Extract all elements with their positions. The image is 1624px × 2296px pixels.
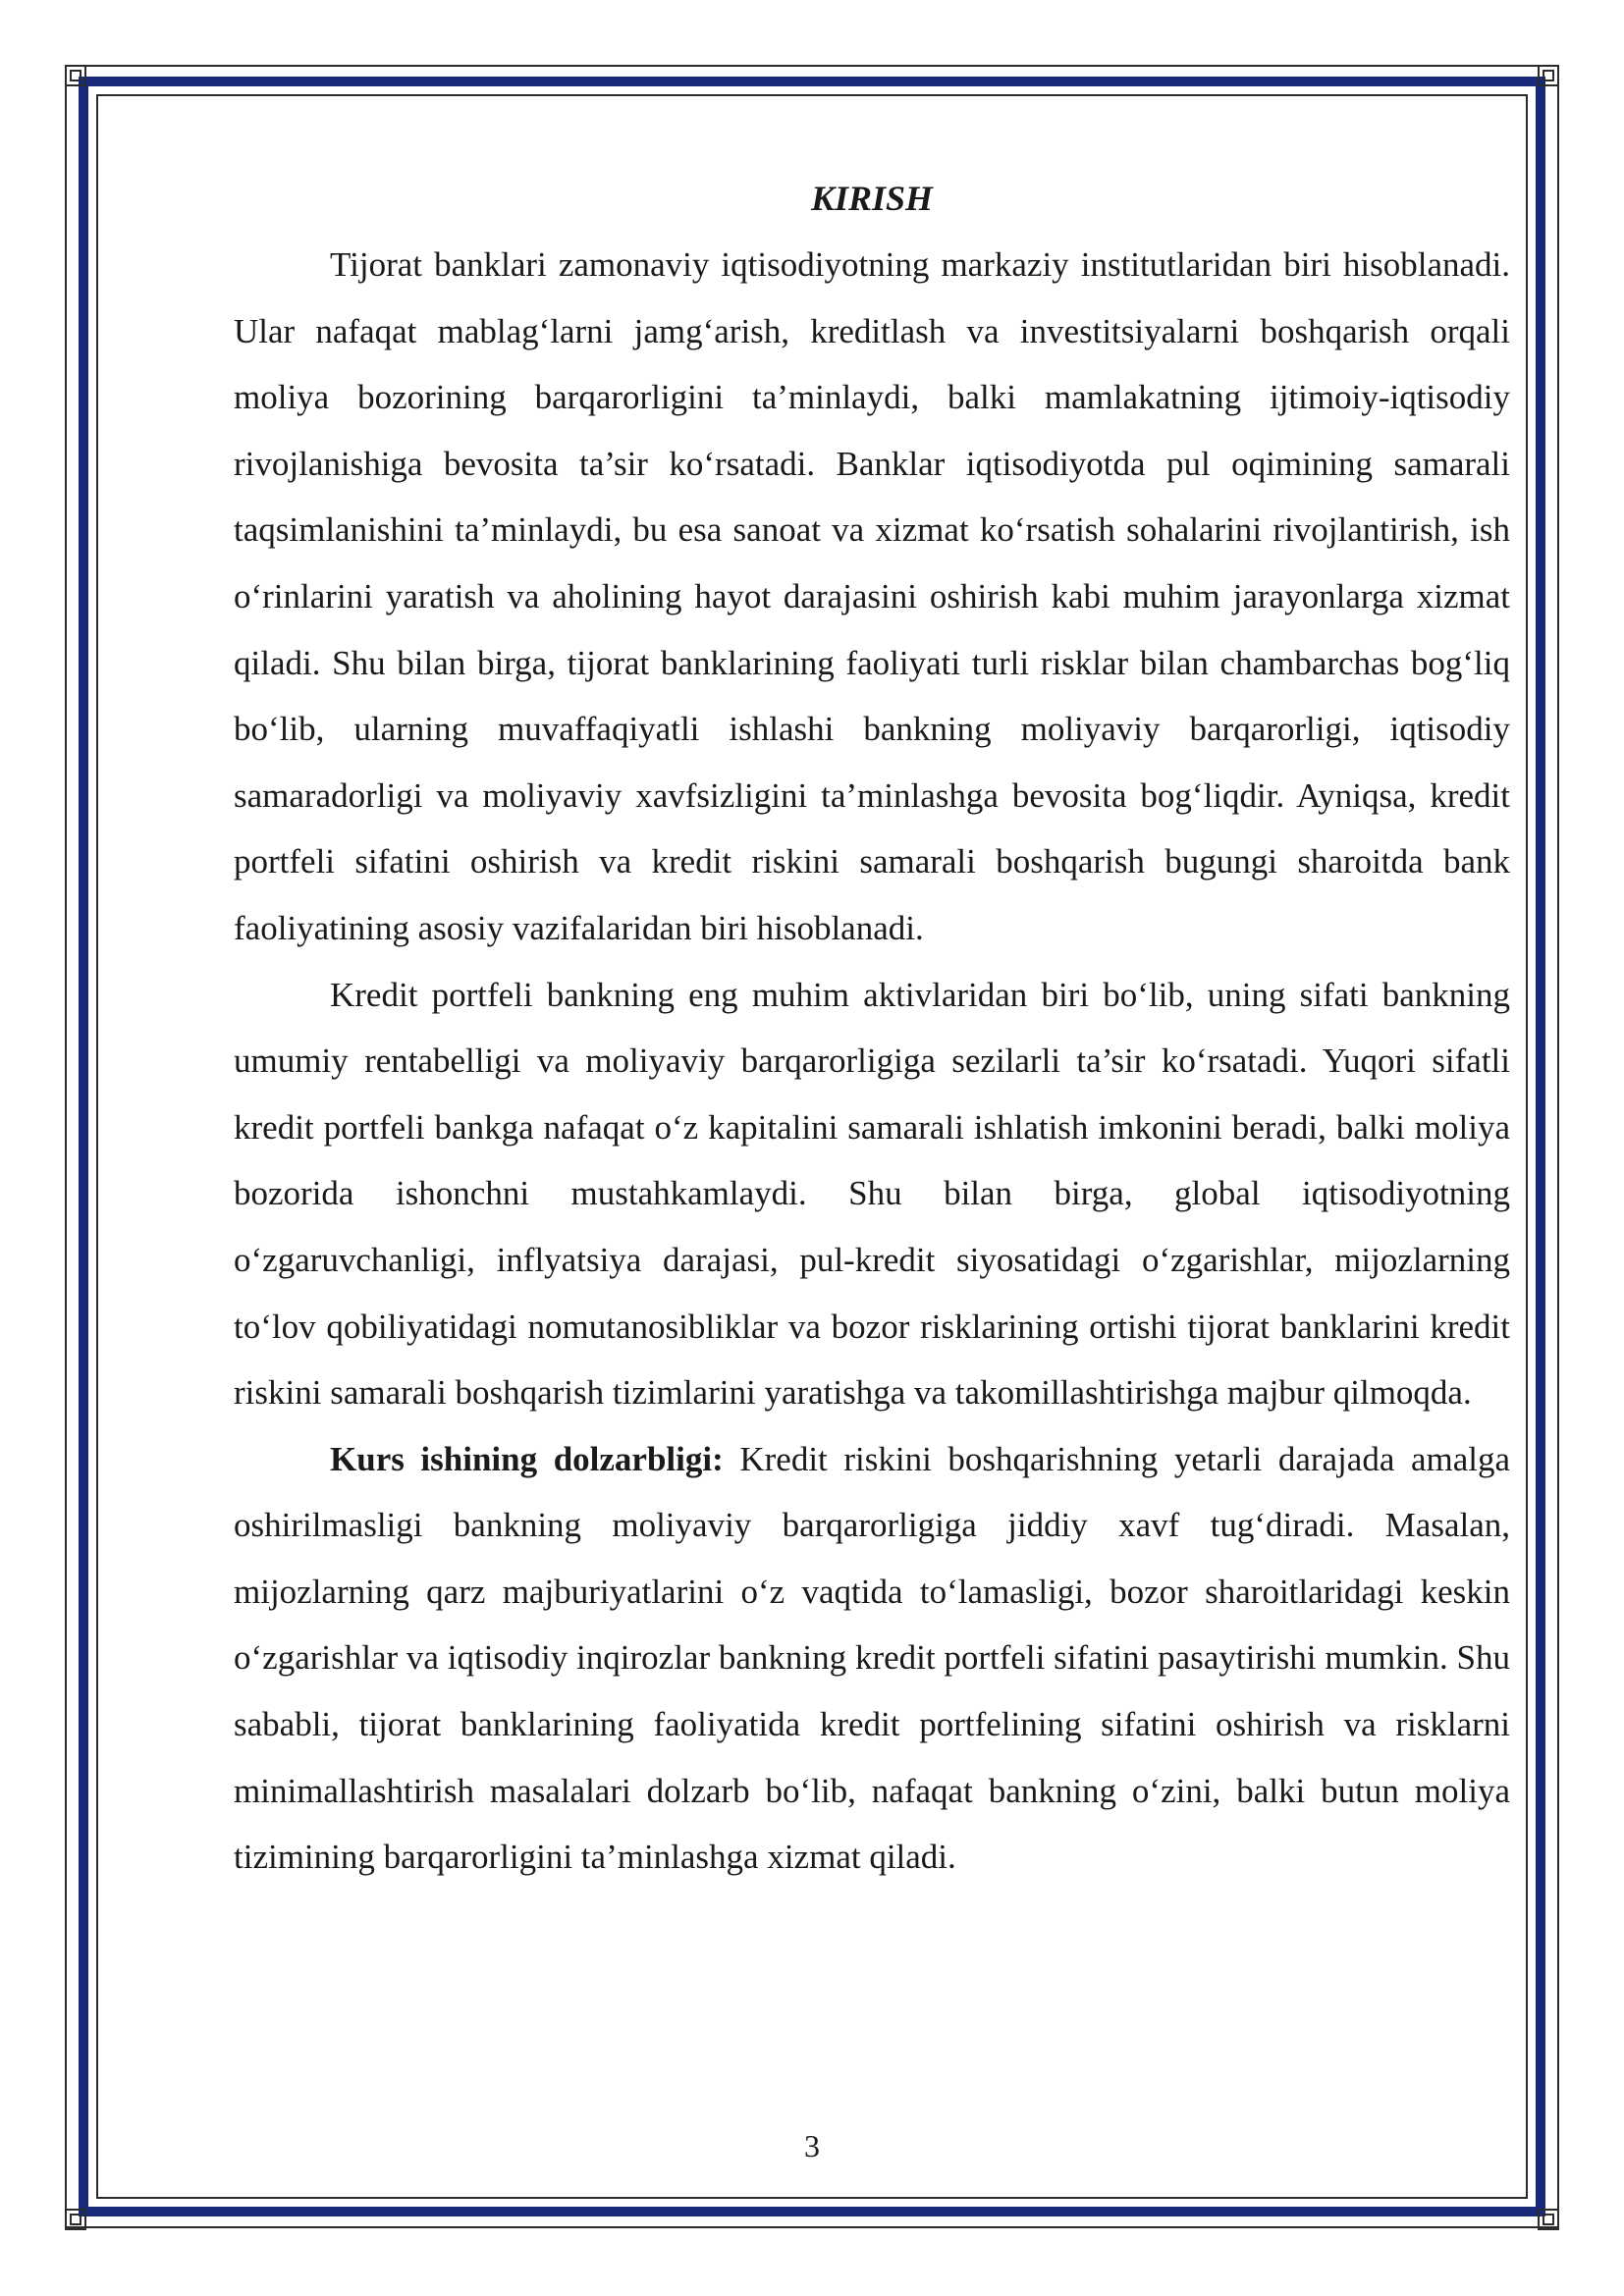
page-number: 3: [804, 2128, 820, 2163]
paragraph: [234, 232, 1510, 962]
frame-corner-ornament: [1534, 2205, 1563, 2234]
paragraph: [234, 962, 1510, 1426]
paragraph-text: Tijorat banklari zamonaviy iqtisodiyotning markaziy institutlaridan biri hisoblanadi. Ular nafaqat mablag‘larni jamg‘arish, kreditlash va investitsiyalarni boshqarish orqali moliya bozorining barqarorligini ta’minlaydi, balki mamlakatning ijtimoiy-iqtisodiy rivojlanishiga bevosita ta’sir ko‘rsatadi. Banklar iqtisodiyotda pul oqimining samarali taqsimlanishini ta’minlaydi, bu esa sanoat va xizmat ko‘rsatish sohalarini rivojlantirish, ish o‘rinlarini yaratish va aholining hayot darajasini oshirish kabi muhim jarayonlarga xizmat qiladi. Shu bilan birga, tijorat banklarining faoliyati turli risklar bilan chambarchas bog‘liq bo‘lib, ularning muvaffaqiyatli ishlashi bankning moliyaviy barqarorligi, iqtisodiy samaradorligi va moliyaviy xavfsizligini ta’minlashga bevosita bog‘liqdir. Ayniqsa, kredit portfeli sifatini oshirish va kredit riskini samarali boshqarish bugungi sharoitda bank faoliyatining asosiy vazifalaridan biri hisoblanadi.: [234, 245, 1510, 947]
section-title: KIRISH: [810, 179, 934, 218]
paragraph-lead: Kurs ishining dolzarbligi:: [330, 1439, 724, 1478]
paragraph: [234, 1426, 1510, 1891]
page-content: [234, 169, 1510, 1891]
paragraph-text: Kredit portfeli bankning eng muhim aktivlaridan biri bo‘lib, uning sifati bankning umumiy rentabelligi va moliyaviy barqarorligiga sezilarli ta’sir ko‘rsatadi. Yuqori sifatli kredit portfeli bankga nafaqat o‘z kapitalini samarali ishlatish imkonini beradi, balki moliya bozorida ishonchni mustahkamlaydi. Shu bilan birga, global iqtisodiyotning o‘zgaruvchanligi, inflyatsiya darajasi, pul-kredit siyosatidagi o‘zgarishlar, mijozlarning to‘lov qobiliyatidagi nomutanosibliklar va bozor risklarining ortishi tijorat banklarini kredit riskini samarali boshqarish tizimlarini yaratishga va takomillashtirishga majbur qilmoqda.: [234, 975, 1510, 1413]
paragraph-text: Kredit riskini boshqarishning yetarli darajada amalga oshirilmasligi bankning moliyaviy barqarorligiga jiddiy xavf tug‘diradi. Masalan, mijozlarning qarz majburiyatlarini o‘z vaqtida to‘lamasligi, bozor sharoitlaridagi keskin o‘zgarishlar va iqtisodiy inqirozlar bankning kredit portfeli sifatini pasaytirishi mumkin. Shu sababli, tijorat banklarining faoliyatida kredit portfelining sifatini oshirish va risklarni minimallashtirish masalalari dolzarb bo‘lib, nafaqat bankning o‘zini, balki butun moliya tizimining barqarorligini ta’minlashga xizmat qiladi.: [234, 1439, 1510, 1877]
frame-corner-ornament: [1534, 61, 1563, 90]
frame-corner-ornament: [61, 2205, 90, 2234]
frame-corner-ornament: [61, 61, 90, 90]
